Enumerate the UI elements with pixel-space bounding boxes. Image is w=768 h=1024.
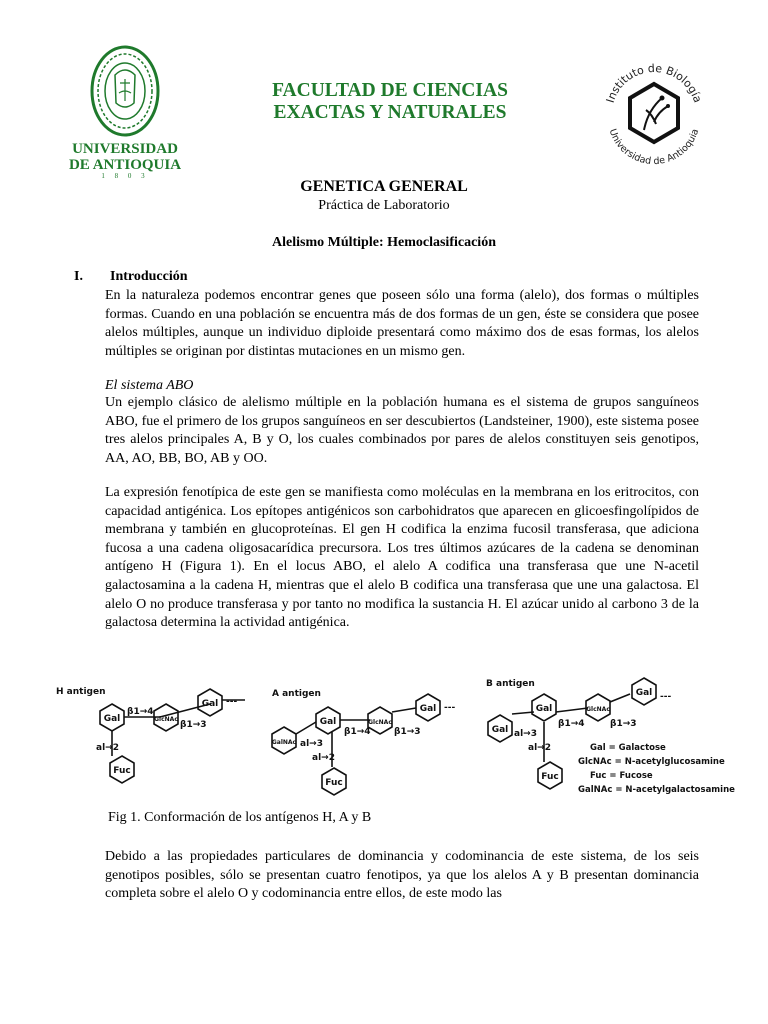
b-gal: Gal (535, 704, 553, 714)
h-fuc: Fuc (113, 766, 131, 776)
b-dash: --- (660, 692, 672, 702)
b-glcnac: GlcNAc (586, 706, 610, 713)
abo-paragraph: Un ejemplo clásico de alelismo múltiple en la población humana es el sistema de grupos sanguíneos ABO, fue el primero de los grupos sanguíneos en ser descubiertos (Landsteiner, 1900), este sistema posee tres alelos principales A, B y O, los cuales combinados por pares de alelos constituyen seis genotipos, AA, AO, BB, BO, AB y OO. (105, 395, 699, 466)
h-gal: Gal (103, 714, 121, 724)
faculty-line1: FACULTAD DE CIENCIAS (272, 80, 508, 101)
h-bond-b13: β1→3 (180, 720, 207, 730)
a-bond-a12: al→2 (312, 753, 335, 763)
expression-paragraph: La expresión fenotípica de este gen se manifiesta como moléculas en la membrana en los eritrocitos, con capacidad antigénica. Los epítopes antigénicos son carbohidratos que aparecen en glicoesfingolípidos de membrana y también en glucoproteínas. El gen H codifica la enzima fucosil transferasa, que adiciona fucosa a una cadena oligosacarídica precursora. Los tres últimos azúcares de la cadena se denominan antígeno H (Figura 1). En el locus ABO, el alelo A codifica una transferasa que une N-acetil galactosamina a la cadena H, mientras que el alelo B codifica una transferasa que une una galactosa. El alelo O no produce transferasa y por tanto no modifica la sustancia H. El azúcar unido al carbono 3 de la galactosa determina la actividad antigénica. (105, 485, 699, 631)
institute-logo (598, 58, 710, 170)
a-bond-a13: al→3 (300, 739, 323, 749)
university-logo (90, 45, 160, 137)
b-gal-left: Gal (491, 725, 509, 735)
a-gal: Gal (319, 717, 337, 727)
h-antigen-label: H antigen (56, 687, 106, 697)
a-dash: --- (444, 703, 456, 713)
h-bond-b14: β1→4 (127, 707, 154, 717)
b-antigen-label: B antigen (486, 679, 535, 689)
faculty-line2: EXACTAS Y NATURALES (273, 102, 507, 123)
section-number: I. (74, 269, 83, 284)
h-glcnac: GlcNAc (154, 716, 178, 723)
antigen-figure (50, 672, 735, 807)
figure-caption: Fig 1. Conformación de los antígenos H, A y B (108, 810, 372, 825)
b-gal-top: Gal (635, 688, 653, 698)
legend-galnac: GalNAc = N-acetylgalactosamine (578, 785, 735, 795)
section-label: Introducción (110, 269, 188, 284)
a-bond-b13: β1→3 (394, 727, 421, 737)
h-dash: --- (226, 697, 238, 707)
university-line1: UNIVERSIDAD (72, 141, 178, 157)
intro-paragraph: En la naturaleza podemos encontrar genes que poseen sólo una forma (alelo), dos formas o múltiples formas. Cuando en una población se encuentra más de dos formas de un gen, éste se considera que posee alelos múltiples, aunque un individuo diploide presentará como máximo dos de esas formas, los alelos múltiples se originan por distintas mutaciones en un mismo gen. (105, 288, 699, 359)
h-bond-a12: al→2 (96, 743, 119, 753)
b-bond-b14: β1→4 (558, 719, 585, 729)
a-gal-top: Gal (419, 704, 437, 714)
faculty-title (200, 80, 580, 124)
course-title: GENETICA GENERAL (300, 178, 468, 195)
topic-title: Alelismo Múltiple: Hemoclasificación (272, 235, 496, 250)
university-line2: DE ANTIOQUIA (68, 157, 182, 173)
a-bond-b14: β1→4 (344, 727, 371, 737)
a-galnac: GalNAc (271, 739, 297, 746)
institute-seal-icon (598, 58, 710, 170)
b-bond-a13: al→3 (514, 729, 537, 739)
legend-glcnac: GlcNAc = N-acetylglucosamine (578, 757, 725, 767)
institute-seal-top: Instituto de Biología (603, 61, 705, 105)
legend-fuc: Fuc = Fucose (590, 771, 653, 781)
university-seal-icon (90, 45, 160, 137)
institute-seal-bottom: Universidad de Antioquia (606, 127, 702, 168)
abo-subheading: El sistema ABO (105, 378, 194, 393)
a-antigen-label: A antigen (272, 689, 321, 699)
antigen-diagram (50, 672, 735, 802)
b-fuc: Fuc (541, 772, 559, 782)
b-bond-b13: β1→3 (610, 719, 637, 729)
university-name (62, 141, 188, 173)
b-bond-a12: al→2 (528, 743, 551, 753)
university-year: 1 8 0 3 (101, 172, 149, 180)
h-gal-top: Gal (201, 699, 219, 709)
dominance-paragraph: Debido a las propiedades particulares de dominancia y codominancia de este sistema, de los seis genotipos posibles, sólo se presentan cuatro fenotipos, ya que los alelos A y B presentan dominancia completa sobre el alelo O y codominancia entre ellos, de este modo las (105, 849, 699, 902)
course-subtitle: Práctica de Laboratorio (318, 198, 450, 213)
a-fuc: Fuc (325, 778, 343, 788)
a-glcnac: GlcNAc (368, 719, 392, 726)
legend-gal: Gal = Galactose (590, 743, 666, 753)
